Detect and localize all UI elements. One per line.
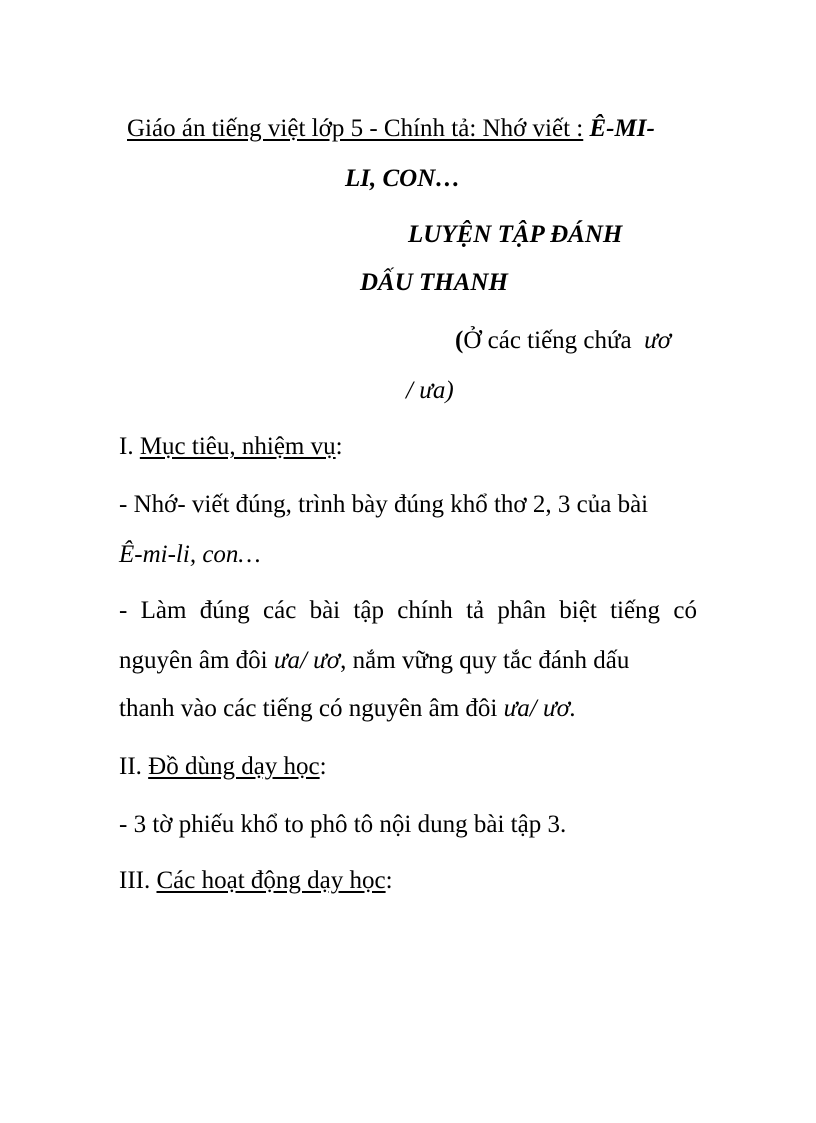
- word: chính: [397, 597, 453, 624]
- section-2-heading: [119, 752, 327, 782]
- word: tả: [466, 597, 485, 624]
- section-2-number: II.: [119, 753, 142, 780]
- note-vowel: ươ: [644, 327, 672, 354]
- section-1-number: I.: [119, 433, 134, 460]
- objective-1-text: - Nhớ- viết đúng, trình bày đúng khổ thơ 2, 3 của bài: [119, 491, 649, 518]
- title-bold-part1: Ê-MI-: [589, 115, 655, 142]
- title-prefix: Giáo án tiếng việt lớp 5 - Chính tả: Nhớ viết :: [127, 115, 584, 142]
- section-1-heading: [119, 432, 343, 462]
- subtitle-line1: LUYỆN TẬP ĐÁNH: [408, 221, 623, 248]
- objective-2-vowels: ưa/ ươ: [273, 647, 341, 674]
- objective-2-line2: [119, 646, 629, 676]
- section-2-title: Đồ dùng dạy học: [148, 753, 320, 780]
- objective-2-line3-a: thanh vào các tiếng có nguyên âm đôi: [119, 695, 498, 722]
- materials-text: - 3 tờ phiếu khổ to phô tô nội dung bài tập 3.: [119, 811, 567, 838]
- word: đúng: [199, 597, 250, 624]
- document-title: [127, 114, 655, 144]
- objective-2-line2-c: , nắm vững quy tắc đánh dấu: [340, 647, 630, 674]
- section-3-number: III.: [119, 867, 151, 894]
- section-1-title: Mục tiêu, nhiệm vụ: [139, 433, 336, 460]
- note-open-paren: (: [455, 327, 464, 354]
- word: các: [263, 597, 297, 624]
- word: bài: [309, 597, 341, 624]
- objective-2-line2-a: nguyên âm đôi: [119, 647, 268, 674]
- word: tập: [353, 597, 384, 624]
- note-line2: / ưa): [406, 377, 454, 404]
- objective-2-line3: [119, 694, 576, 724]
- note-text: Ở các tiếng chứa: [463, 327, 632, 354]
- section-1-colon: :: [335, 433, 343, 460]
- word: Làm: [140, 597, 187, 624]
- word: biệt: [559, 597, 597, 624]
- objective-1-title: Ê-mi-li, con…: [119, 541, 261, 568]
- note-line1: [455, 326, 671, 356]
- title-bold-part2: LI, CON…: [345, 165, 461, 192]
- section-3-heading: [119, 866, 393, 896]
- subtitle-line2: DẤU THANH: [360, 269, 508, 296]
- word: có: [673, 597, 697, 624]
- objective-2-line1: [119, 596, 697, 626]
- section-2-colon: :: [319, 753, 327, 780]
- word: tiếng: [610, 597, 661, 624]
- word: -: [119, 597, 128, 624]
- objective-2-line3-vowels: ưa/ ươ.: [503, 695, 577, 722]
- section-3-colon: :: [385, 867, 393, 894]
- word: phân: [497, 597, 546, 624]
- section-3-title: Các hoạt động dạy học: [156, 867, 386, 894]
